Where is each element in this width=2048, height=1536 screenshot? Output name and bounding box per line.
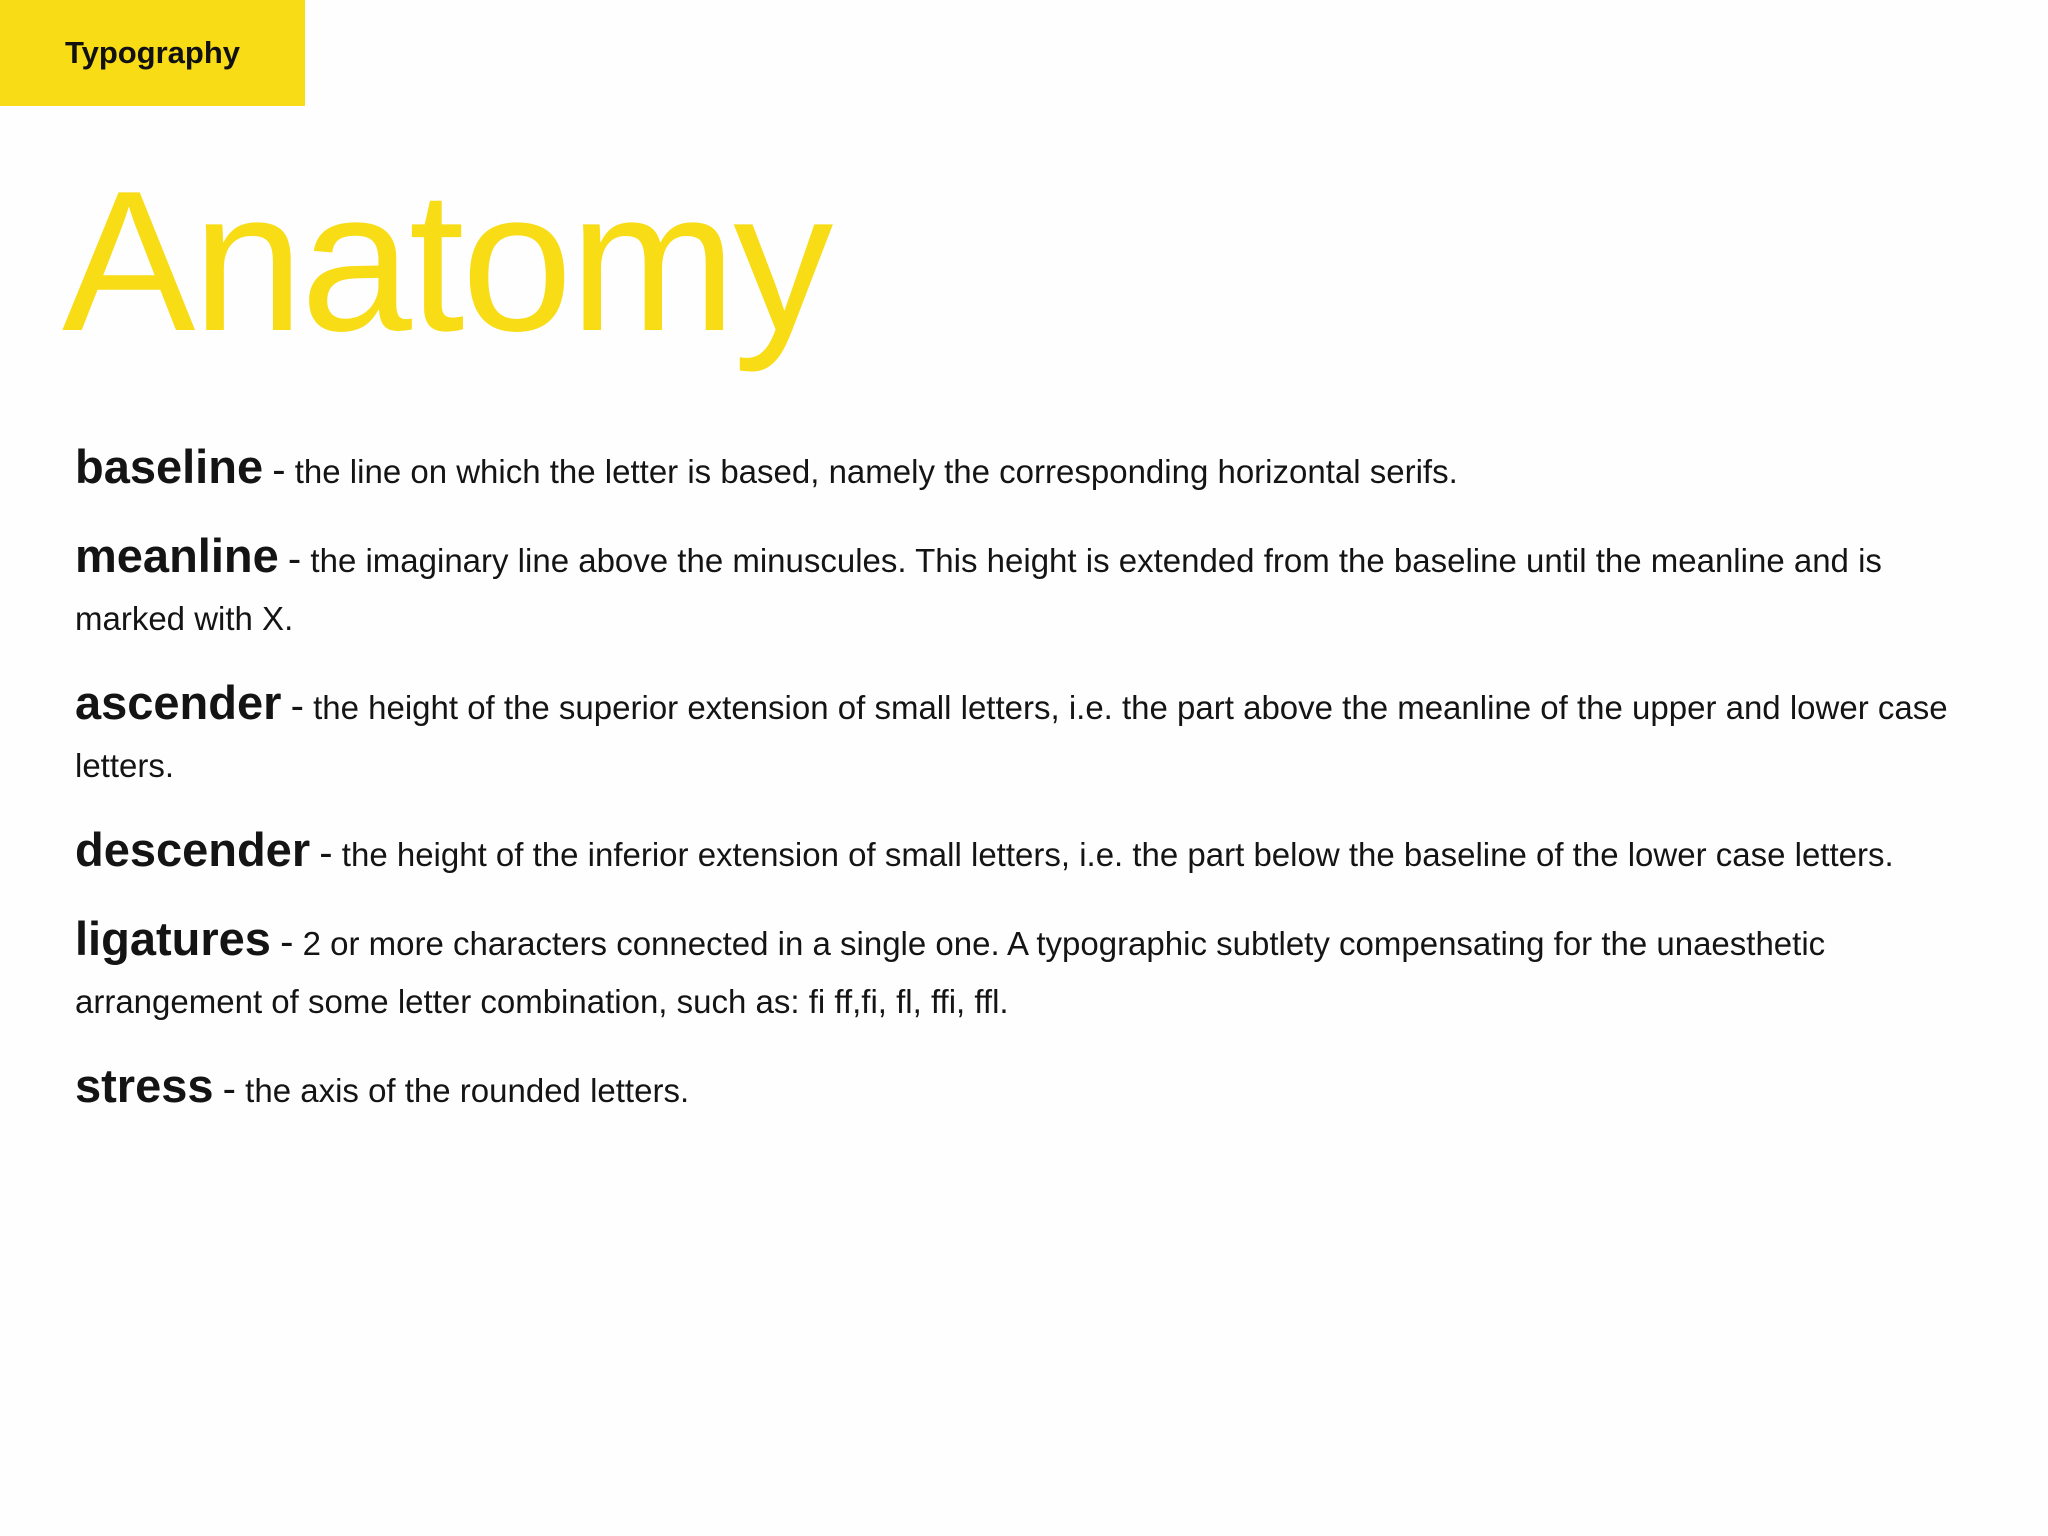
section-tag-label: Typography [64, 35, 241, 70]
glossary-entry-ligatures [75, 910, 1975, 1031]
definition: the axis of the rounded letters. [245, 1072, 690, 1109]
glossary-entry-ascender [75, 674, 1975, 795]
definition: the imaginary line above the minuscules. This height is extended from the baseline until the meanline and is marked with X. [75, 542, 1882, 637]
term: descender [75, 823, 311, 876]
glossary-list [75, 438, 1975, 1146]
term: ascender [75, 676, 282, 729]
glossary-entry-baseline [75, 438, 1975, 501]
term: ligatures [75, 912, 271, 965]
definition: 2 or more characters connected in a single one. A typographic subtlety compensating for the unaesthetic arrangement of some letter combination, such as: fi ff,fi, fl, ffi, ffl. [75, 925, 1826, 1020]
definition: the line on which the letter is based, namely the corresponding horizontal serifs. [294, 453, 1458, 490]
separator: - [290, 684, 304, 728]
separator: - [222, 1067, 236, 1111]
page-title: Anatomy [62, 150, 831, 373]
definition: the height of the inferior extension of small letters, i.e. the part below the baseline of the lower case letters. [341, 836, 1894, 873]
term: meanline [75, 529, 279, 582]
glossary-entry-meanline [75, 527, 1975, 648]
glossary-entry-stress [75, 1057, 1975, 1120]
separator: - [319, 831, 333, 875]
term: baseline [75, 440, 264, 493]
glossary-entry-descender [75, 821, 1975, 884]
separator: - [272, 448, 286, 492]
separator: - [287, 537, 302, 581]
term: stress [75, 1059, 214, 1112]
definition: the height of the superior extension of small letters, i.e. the part above the meanline of the upper and lower case letters. [75, 689, 1948, 784]
section-tag [0, 0, 305, 106]
separator: - [280, 920, 294, 964]
